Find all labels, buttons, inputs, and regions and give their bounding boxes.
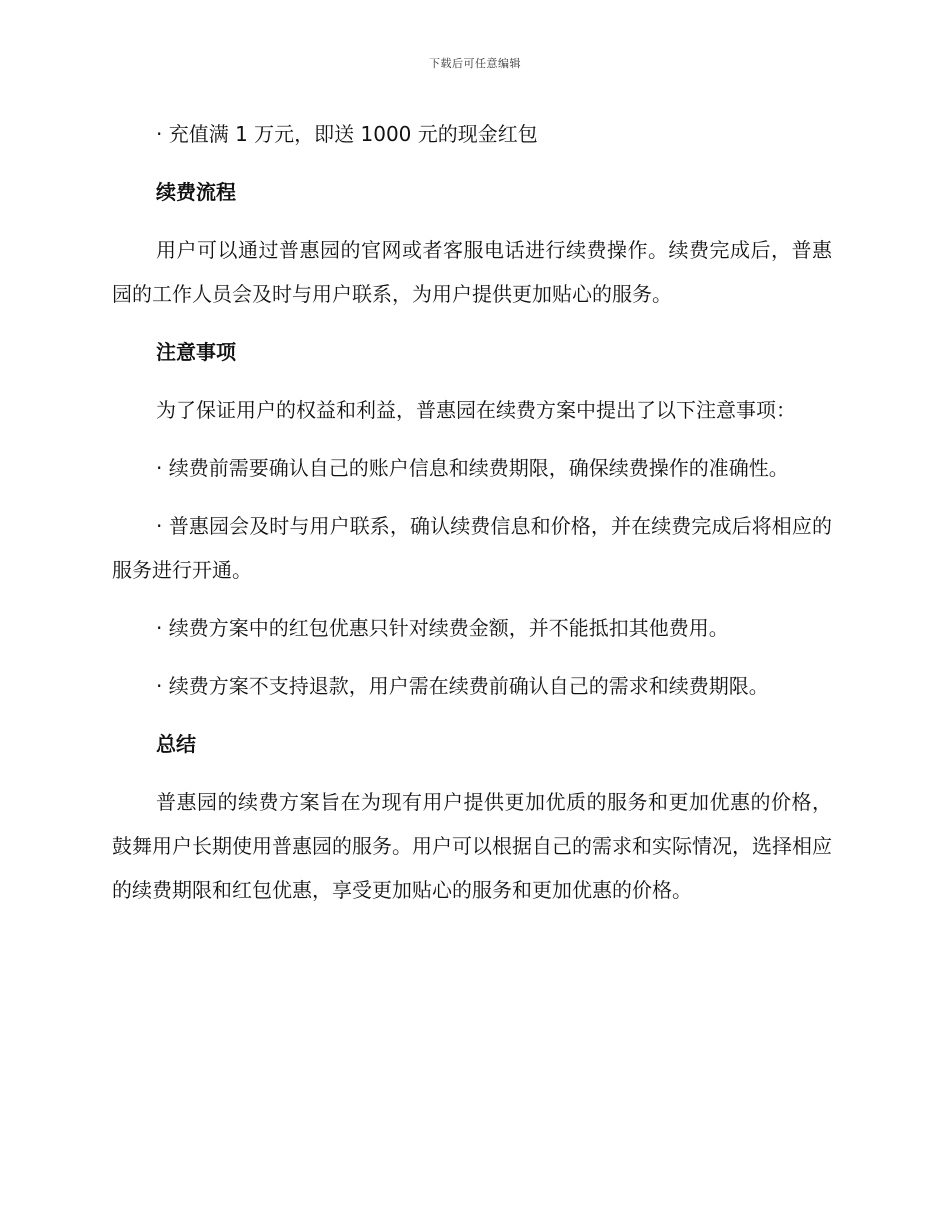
- bullet-contact-user: · 普惠园会及时与用户联系，确认续费信息和价格，并在续费完成后将相应的服务进行开通。: [112, 514, 832, 582]
- paragraph-renewal-process: 用户可以通过普惠园的官网或者客服电话进行续费操作。续费完成后，普惠园的工作人员会及时与用户联系，为用户提供更加贴心的服务。: [112, 238, 832, 306]
- bullet-no-refund: · 续费方案不支持退款，用户需在续费前确认自己的需求和续费期限。: [156, 674, 769, 698]
- bullet-confirm-account: · 续费前需要确认自己的账户信息和续费期限，确保续费操作的准确性。: [156, 456, 789, 480]
- document-body: [112, 112, 832, 926]
- heading-notes: 注意事项: [156, 340, 236, 364]
- heading-summary: 总结: [156, 732, 196, 756]
- heading-renewal-process: 续费流程: [156, 180, 236, 204]
- paragraph-summary: 普惠园的续费方案旨在为现有用户提供更加优质的服务和更加优惠的价格，鼓舞用户长期使用普惠园的服务。用户可以根据自己的需求和实际情况，选择相应的续费期限和红包优惠，享受更加贴心的服务和更加优惠的价格。: [112, 790, 832, 902]
- page-header: 下载后可任意编辑: [429, 57, 521, 70]
- bullet-red-packet: · 续费方案中的红包优惠只针对续费金额，并不能抵扣其他费用。: [156, 616, 729, 640]
- bullet-recharge-bonus: · 充值满 1 万元，即送 1000 元的现金红包: [156, 122, 538, 146]
- paragraph-notes-intro: 为了保证用户的权益和利益，普惠园在续费方案中提出了以下注意事项：: [156, 398, 796, 422]
